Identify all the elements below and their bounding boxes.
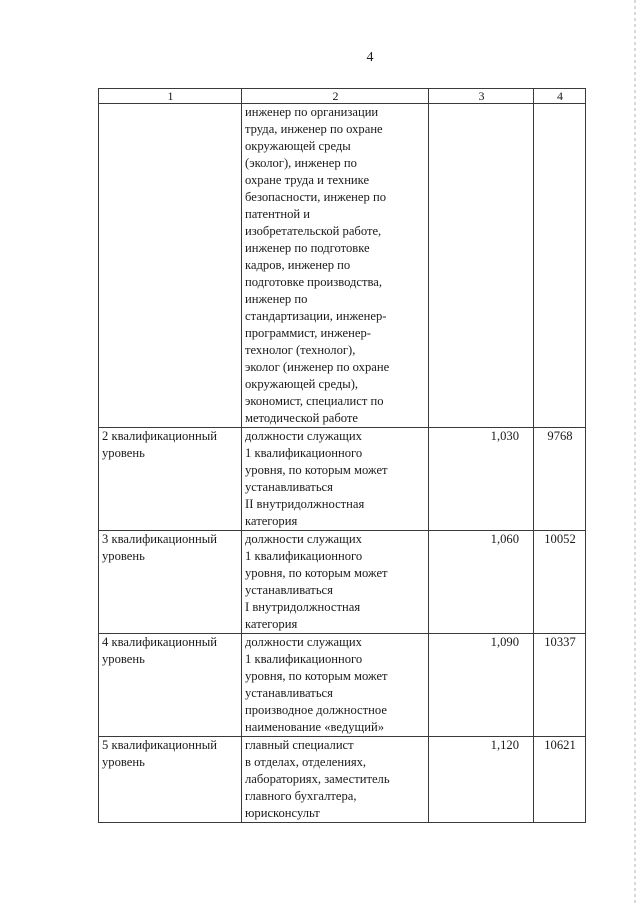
positions-cell	[242, 737, 429, 823]
positions-cell	[242, 634, 429, 737]
positions-text: 1 квалификационного	[245, 446, 363, 460]
positions-text: в отделах, отделениях,	[245, 755, 367, 769]
positions-text: 1 квалификационного	[245, 549, 363, 563]
positions-text: должности служащих	[245, 635, 362, 649]
qualification-level-cell	[99, 737, 242, 823]
qualification-level-cell	[99, 428, 242, 531]
table-row	[99, 531, 586, 634]
qualification-level-text: уровень	[102, 755, 145, 769]
positions-text: устанавливаться	[245, 583, 333, 597]
column-header-4: 4	[534, 89, 586, 104]
table-row	[99, 428, 586, 531]
positions-text: стандартизации, инженер-	[245, 309, 387, 323]
positions-text: эколог (инженер по охране	[245, 360, 390, 374]
qualification-level-cell	[99, 531, 242, 634]
page-number: 4	[366, 50, 374, 65]
salary-cell: 10621	[534, 737, 586, 823]
positions-text: окружающей среды),	[245, 377, 359, 391]
salary-cell: 9768	[534, 428, 586, 531]
positions-text: главный специалист	[245, 738, 354, 752]
table-row	[99, 634, 586, 737]
positions-text: методической работе	[245, 411, 358, 425]
positions-text: подготовке производства,	[245, 275, 383, 289]
positions-text: окружающей среды	[245, 139, 351, 153]
positions-text: инженер по	[245, 292, 308, 306]
positions-text: уровня, по которым может	[245, 463, 388, 477]
scan-edge-artifact	[634, 0, 636, 905]
positions-text: 1 квалификационного	[245, 652, 363, 666]
qualification-level-text: уровень	[102, 446, 145, 460]
qualification-level-text: 5 квалификационный	[102, 738, 217, 752]
positions-text: должности служащих	[245, 429, 362, 443]
positions-text: производное должностное	[245, 703, 387, 717]
qualification-level-text: 2 квалификационный	[102, 429, 217, 443]
positions-text: технолог (технолог),	[245, 343, 356, 357]
positions-text: устанавливаться	[245, 686, 333, 700]
table-header-row	[99, 89, 586, 104]
qualification-level-text: 3 квалификационный	[102, 532, 217, 546]
coefficient-cell: 1,060	[429, 531, 534, 634]
positions-text: изобретательской работе,	[245, 224, 382, 238]
salary-cell: 10337	[534, 634, 586, 737]
positions-text: (эколог), инженер по	[245, 156, 357, 170]
positions-text: главного бухгалтера,	[245, 789, 357, 803]
salary-cell: 10052	[534, 531, 586, 634]
positions-cell	[242, 428, 429, 531]
positions-text: юрисконсульт	[245, 806, 320, 820]
positions-text: I внутридолжностная	[245, 600, 361, 614]
qualification-level-text: 4 квалификационный	[102, 635, 217, 649]
column-header-3: 3	[429, 89, 534, 104]
positions-text: программист, инженер-	[245, 326, 371, 340]
coefficient-cell: 1,090	[429, 634, 534, 737]
qualification-level-cell	[99, 634, 242, 737]
positions-text: уровня, по которым может	[245, 669, 388, 683]
coefficient-cell: 1,030	[429, 428, 534, 531]
salary-table	[98, 88, 586, 823]
salary-cell	[534, 104, 586, 428]
positions-text: охране труда и технике	[245, 173, 370, 187]
positions-text: уровня, по которым может	[245, 566, 388, 580]
positions-text: экономист, специалист по	[245, 394, 384, 408]
qualification-level-text: уровень	[102, 549, 145, 563]
column-header-2: 2	[242, 89, 429, 104]
positions-cell	[242, 531, 429, 634]
positions-text: категория	[245, 514, 298, 528]
positions-text: безопасности, инженер по	[245, 190, 386, 204]
positions-text: категория	[245, 617, 298, 631]
column-header-1: 1	[99, 89, 242, 104]
qualification-level-text: уровень	[102, 652, 145, 666]
positions-text: устанавливаться	[245, 480, 333, 494]
qualification-level-cell	[99, 104, 242, 428]
positions-text: II внутридолжностная	[245, 497, 365, 511]
positions-text: инженер по организации	[245, 105, 379, 119]
table-row	[99, 737, 586, 823]
positions-text: наименование «ведущий»	[245, 720, 385, 734]
table-body	[99, 104, 586, 823]
positions-text: лабораториях, заместитель	[245, 772, 390, 786]
positions-text: труда, инженер по охране	[245, 122, 383, 136]
positions-text: должности служащих	[245, 532, 362, 546]
positions-text: патентной и	[245, 207, 311, 221]
table-row	[99, 104, 586, 428]
positions-text: инженер по подготовке	[245, 241, 370, 255]
coefficient-cell: 1,120	[429, 737, 534, 823]
coefficient-cell	[429, 104, 534, 428]
positions-cell	[242, 104, 429, 428]
positions-text: кадров, инженер по	[245, 258, 351, 272]
